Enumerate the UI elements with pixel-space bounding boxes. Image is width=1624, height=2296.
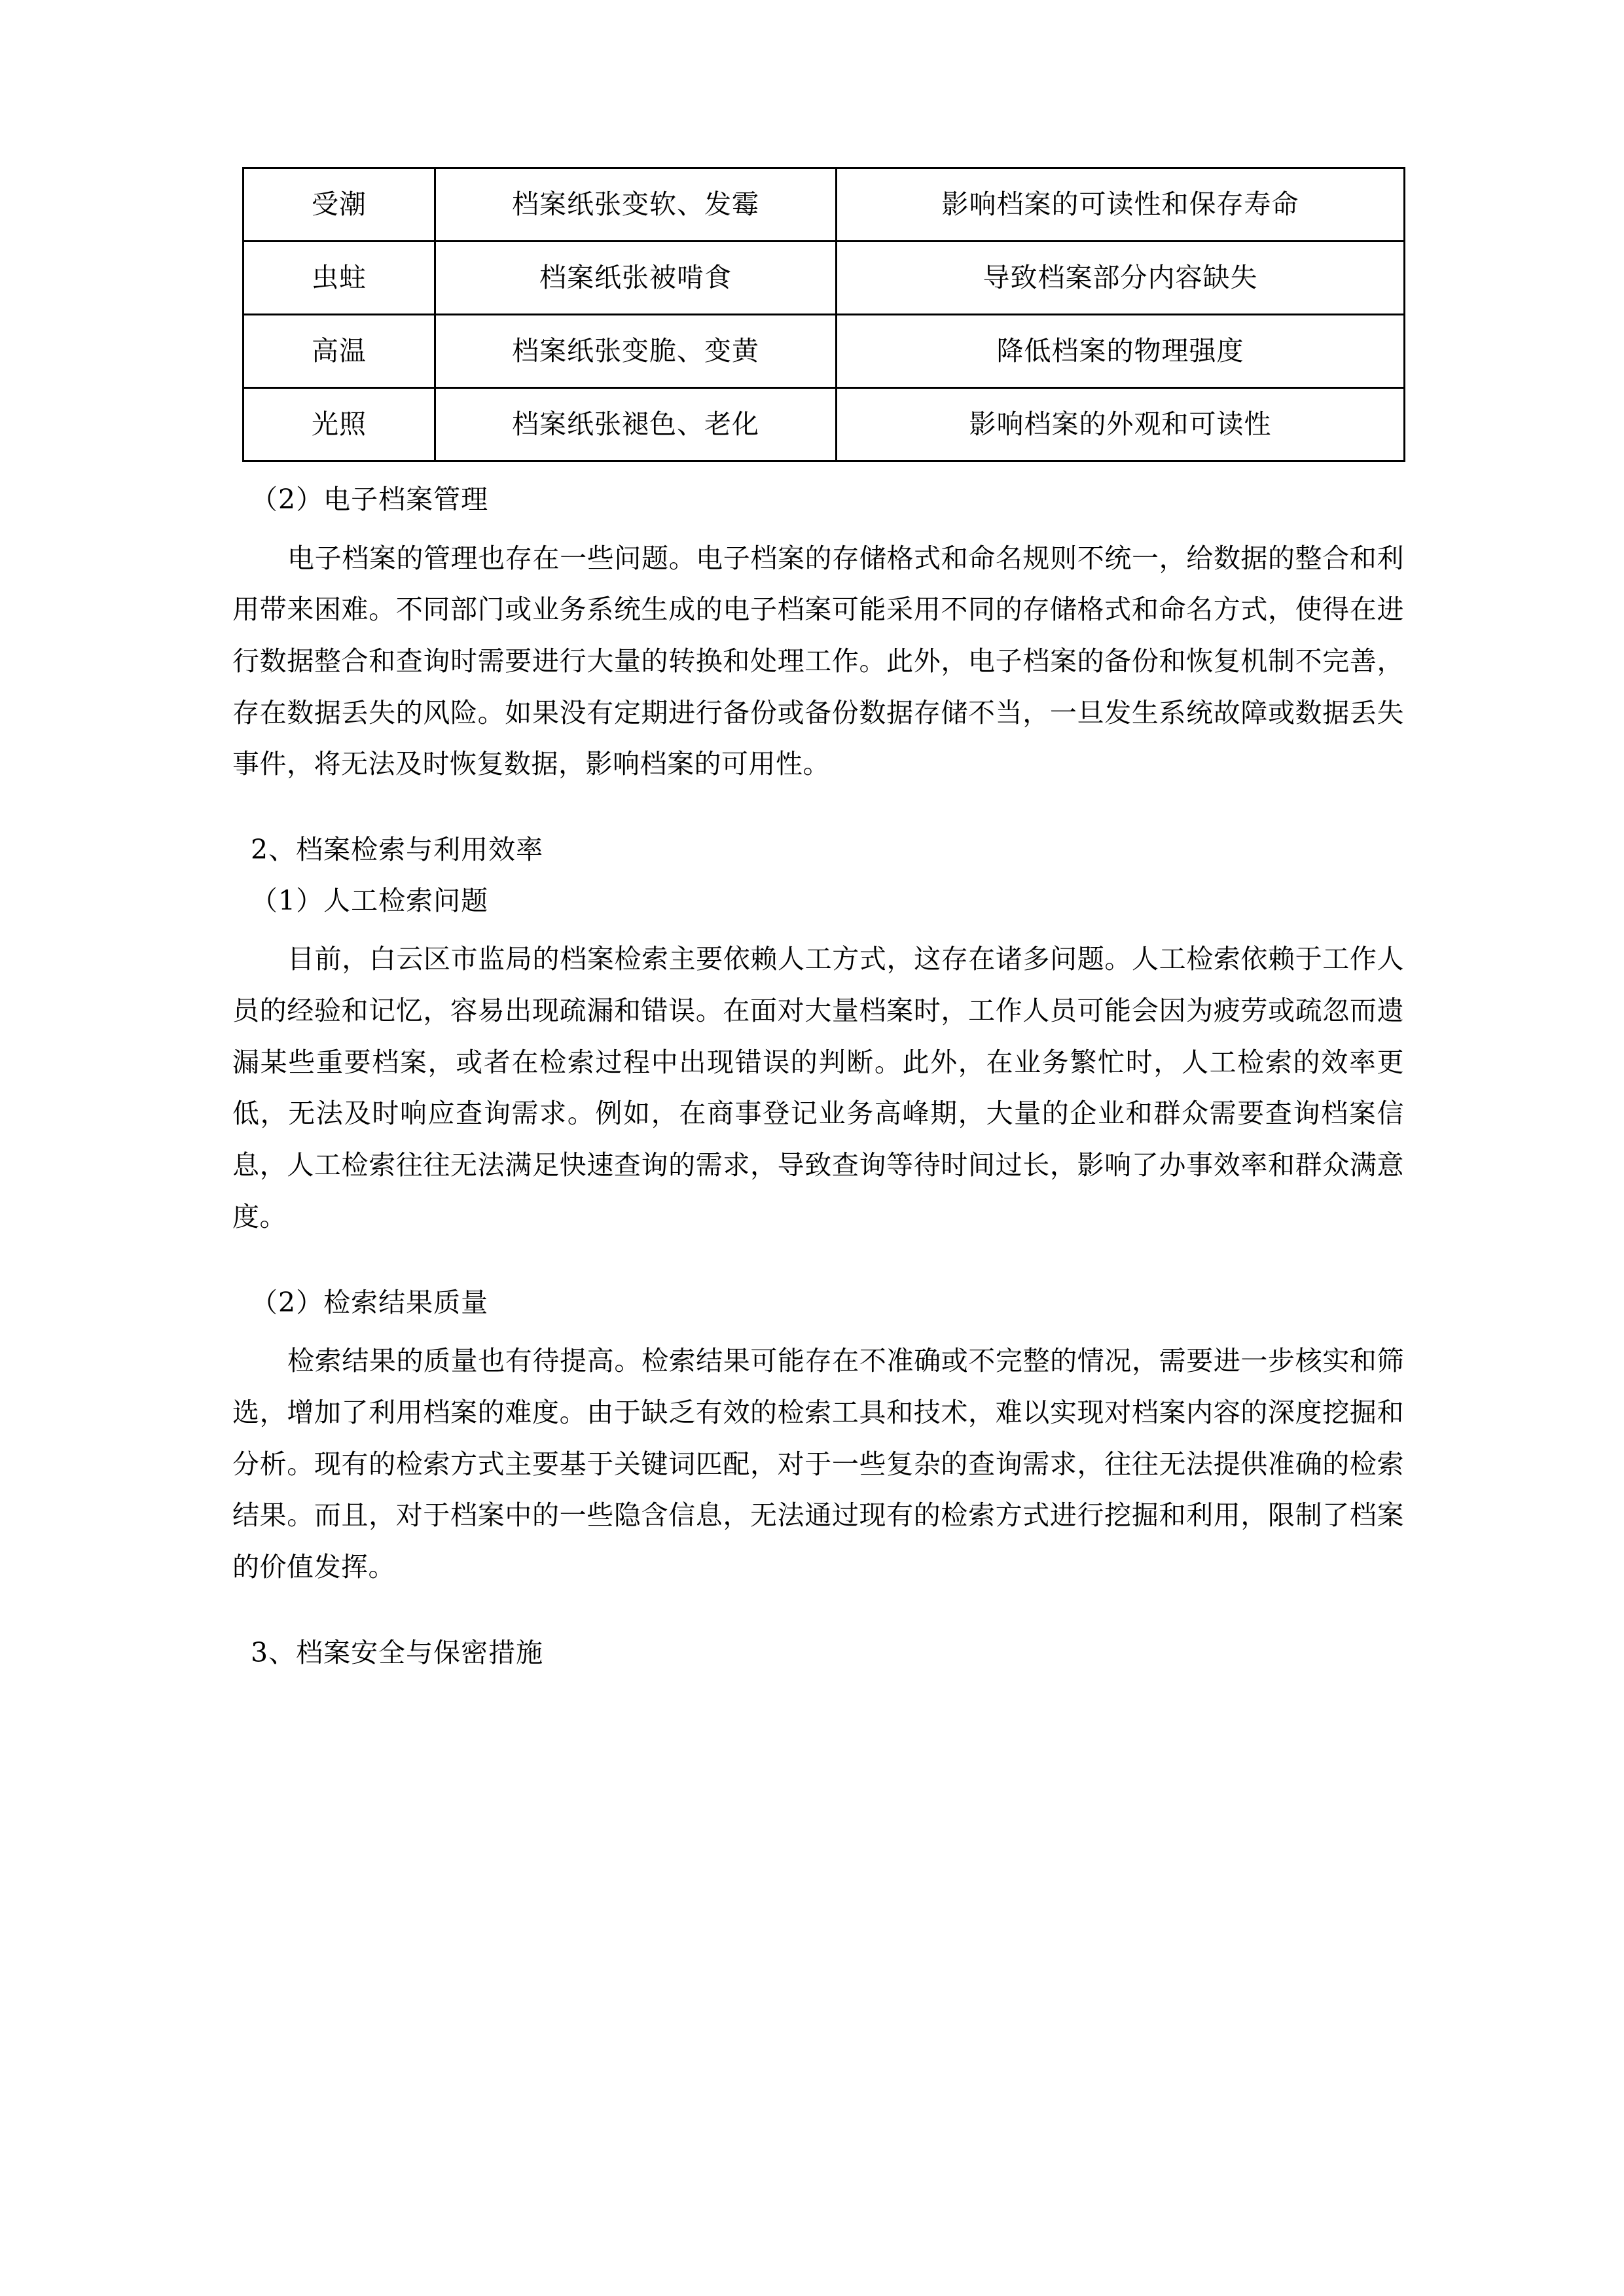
table-row [244, 242, 1405, 315]
section-heading-retrieval-efficiency: 2、档案检索与利用效率 [251, 834, 544, 866]
table-cell-effect: 档案纸张变软、发霉 [435, 168, 837, 242]
section-heading-electronic-archive-management: （2）电子档案管理 [251, 484, 489, 515]
table-cell-factor: 高温 [244, 315, 435, 388]
table-row [244, 168, 1405, 242]
table-cell-effect: 档案纸张褪色、老化 [435, 388, 837, 461]
table-cell-factor: 虫蛀 [244, 242, 435, 315]
section-paragraph-electronic-archive-management: 电子档案的管理也存在一些问题。电子档案的存储格式和命名规则不统一，给数据的整合和利用带来困难。不同部门或业务系统生成的电子档案可能采用不同的存储格式和命名方式，使得在进行数据整合和查询时需要进行大量的转换和处理工作。此外，电子档案的备份和恢复机制不完善，存在数据丢失的风险。如果没有定期进行备份或备份数据存储不当，一旦发生系统故障或数据丢失事件，将无法及时恢复数据，影响档案的可用性。 [232, 542, 1404, 780]
table-cell-impact: 降低档案的物理强度 [837, 315, 1405, 388]
spacer [232, 1593, 1404, 1615]
section-paragraph-manual-retrieval-problem: 目前，白云区市监局的档案检索主要依赖人工方式，这存在诸多问题。人工检索依赖于工作人员的经验和记忆，容易出现疏漏和错误。在面对大量档案时，工作人员可能会因为疲劳或疏忽而遗漏某些重要档案，或者在检索过程中出现错误的判断。此外，在业务繁忙时，人工检索的效率更低，无法及时响应查询需求。例如，在商事登记业务高峰期，大量的企业和群众需要查询档案信息，人工检索往往无法满足快速查询的需求，导致查询等待时间过长，影响了办事效率和群众满意度。 [232, 943, 1404, 1232]
table-cell-factor: 光照 [244, 388, 435, 461]
spacer [232, 1243, 1404, 1265]
table-body [244, 168, 1405, 461]
section-heading-archive-security: 3、档案安全与保密措施 [251, 1636, 544, 1668]
table-cell-impact: 影响档案的外观和可读性 [837, 388, 1405, 461]
table-cell-factor: 受潮 [244, 168, 435, 242]
table-cell-impact: 影响档案的可读性和保存寿命 [837, 168, 1405, 242]
archive-risk-table [242, 167, 1405, 462]
section-heading-manual-retrieval-problem: （1）人工检索问题 [251, 884, 489, 916]
section-paragraph-retrieval-result-quality: 检索结果的质量也有待提高。检索结果可能存在不准确或不完整的情况，需要进一步核实和筛选，增加了利用档案的难度。由于缺乏有效的检索工具和技术，难以实现对档案内容的深度挖掘和分析。现有的检索方式主要基于关键词匹配，对于一些复杂的查询需求，往往无法提供准确的检索结果。而且，对于档案中的一些隐含信息，无法通过现有的检索方式进行挖掘和利用，限制了档案的价值发挥。 [232, 1345, 1404, 1583]
spacer [232, 790, 1404, 812]
table-row [244, 315, 1405, 388]
table-cell-impact: 导致档案部分内容缺失 [837, 242, 1405, 315]
table-row [244, 388, 1405, 461]
document-body [232, 167, 1404, 1674]
section-heading-retrieval-result-quality: （2）检索结果质量 [251, 1286, 489, 1318]
table-cell-effect: 档案纸张变脆、变黄 [435, 315, 837, 388]
table-cell-effect: 档案纸张被啃食 [435, 242, 837, 315]
